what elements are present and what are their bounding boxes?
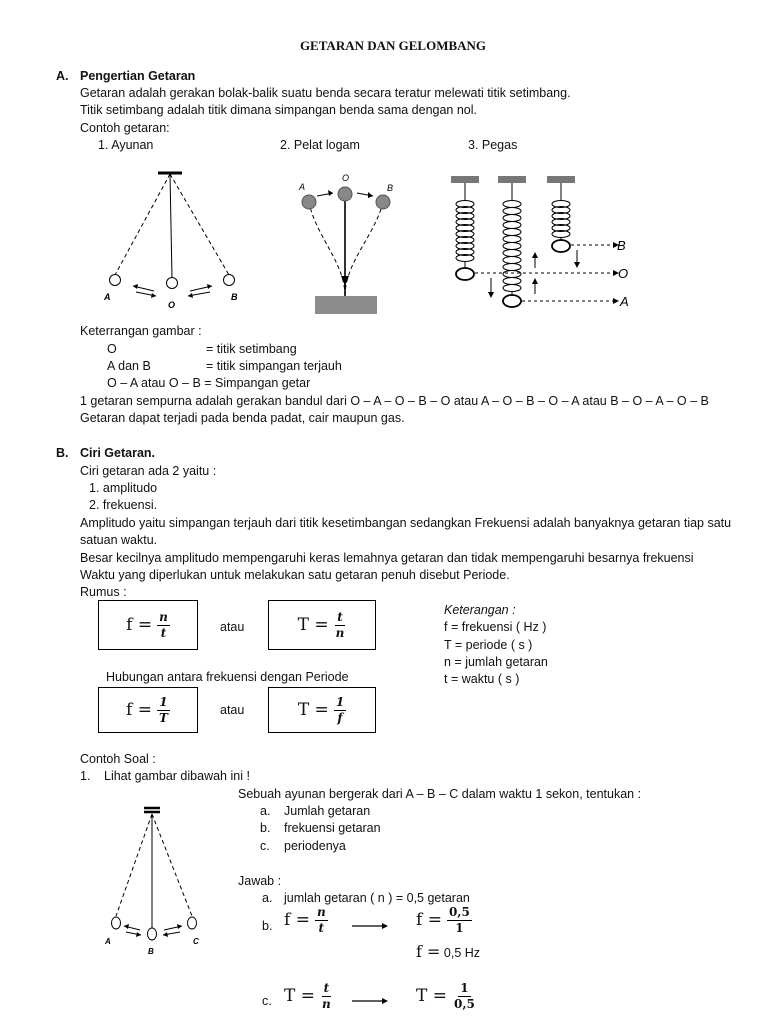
example-label-a: A xyxy=(105,937,111,946)
arrow-right-icon xyxy=(352,922,388,930)
vibration-media-text: Getaran dapat terjadi pada benda padat, cair maupun gas. xyxy=(80,411,405,425)
legend-term-ab: A dan B xyxy=(107,359,151,373)
formula-denominator: 0,5 xyxy=(454,997,475,1011)
formula-lhs: f = xyxy=(416,910,442,930)
example-label-b: B xyxy=(148,947,154,956)
question-statement: Sebuah ayunan bergerak dari A – B – C dalam waktu 1 sekon, tentukan : xyxy=(238,787,642,801)
formula-box-frequency xyxy=(98,600,198,650)
section-b-para2: Besar kecilnya amplitudo mempengaruhi keras lemahnya getaran dan tidak mempengaruhi besarnya frekuensi xyxy=(80,551,694,565)
formula-numerator: n xyxy=(159,609,168,624)
ask-letter-b: b. xyxy=(260,821,271,835)
answer-b-formula xyxy=(284,906,328,935)
formula-lhs: f = xyxy=(284,910,310,930)
rumus-label: Rumus : xyxy=(80,585,127,599)
spring-figure xyxy=(445,170,640,315)
keterangan-f: f = frekuensi ( Hz ) xyxy=(444,620,547,634)
formula-box-period-reciprocal xyxy=(268,687,376,733)
section-a-heading: Pengertian Getaran xyxy=(80,69,196,83)
answer-b-result xyxy=(416,944,480,961)
formula-denominator: n xyxy=(322,997,331,1011)
example-ayunan: 1. Ayunan xyxy=(98,138,154,152)
formula-lhs: T = xyxy=(297,615,329,635)
arrow-right-icon xyxy=(352,997,388,1005)
item-amplitudo: 1. amplitudo xyxy=(89,481,158,495)
example-pelat-logam: 2. Pelat logam xyxy=(280,138,360,152)
spring-label-b: B xyxy=(617,238,626,253)
formula-lhs: T = xyxy=(416,986,447,1006)
formula-numerator: 1 xyxy=(335,694,345,709)
result-lhs: f = xyxy=(416,942,441,961)
example-label: Contoh Soal : xyxy=(80,752,156,766)
ask-letter-a: a. xyxy=(260,804,271,818)
formula-numerator: 0,5 xyxy=(448,905,470,919)
answer-c-formula xyxy=(284,982,333,1011)
pendulum-label-b: B xyxy=(231,292,238,302)
formula-box-period xyxy=(268,600,376,650)
answer-letter-c: c. xyxy=(262,994,272,1008)
legend-desc-ab: = titik simpangan terjauh xyxy=(206,359,342,373)
full-vibration-text: 1 getaran sempurna adalah gerakan bandul dari O – A – O – B – O atau A – O – B – O – A atau B – O – A – O – B xyxy=(80,394,709,408)
formula-denominator: T xyxy=(159,710,168,725)
relation-label: Hubungan antara frekuensi dengan Periode xyxy=(106,670,349,684)
formula-numerator: t xyxy=(337,609,343,624)
section-b-para1-line1: Amplitudo yaitu simpangan terjauh dari titik kesetimbangan sedangkan Frekuensi adalah banyaknya getaran tiap satu xyxy=(80,516,732,530)
keterangan-title: Keterangan : xyxy=(444,603,516,617)
formula-denominator: 1 xyxy=(455,921,464,935)
question-text: Lihat gambar dibawah ini ! xyxy=(104,769,250,783)
section-a-para1: Getaran adalah gerakan bolak-balik suatu benda secara teratur melewati titik setimbang. xyxy=(80,86,571,100)
legend-term-o: O xyxy=(107,342,117,356)
formula-lhs: f = xyxy=(126,615,153,635)
formula-numerator: n xyxy=(316,905,326,919)
legend-row-simpangan: O – A atau O – B = Simpangan getar xyxy=(107,376,311,390)
section-a-para2: Titik setimbang adalah titik dimana simpangan benda sama dengan nol. xyxy=(80,103,478,117)
atau-label: atau xyxy=(220,620,245,634)
formula-lhs: T = xyxy=(297,700,329,720)
formula-lhs: f = xyxy=(126,700,152,720)
formula-denominator: f xyxy=(337,710,343,725)
formula-denominator: n xyxy=(335,625,345,640)
section-b-heading: Ciri Getaran. xyxy=(80,446,156,460)
spring-label-o: O xyxy=(618,266,629,281)
formula-numerator: t xyxy=(323,981,330,995)
formula-denominator: t xyxy=(318,921,325,935)
ask-letter-c: c. xyxy=(260,839,270,853)
keterangan-n: n = jumlah getaran xyxy=(444,655,548,669)
answer-letter-a: a. xyxy=(262,891,273,905)
keterangan-t-period: T = periode ( s ) xyxy=(444,638,533,652)
formula-numerator: 1 xyxy=(159,694,168,709)
formula-box-frequency-reciprocal xyxy=(98,687,198,733)
metal-plate-figure xyxy=(295,168,405,318)
formula-denominator: t xyxy=(160,625,167,640)
atau-label: atau xyxy=(220,703,245,717)
plate-label-b: B xyxy=(387,183,394,193)
section-b-para3: Waktu yang diperlukan untuk melakukan satu getaran penuh disebut Periode. xyxy=(80,568,510,582)
example-label-c: C xyxy=(193,937,199,946)
ask-jumlah-getaran: Jumlah getaran xyxy=(284,804,371,818)
legend-title: Keterrangan gambar : xyxy=(80,324,202,338)
section-b-letter: B. xyxy=(56,446,69,460)
ask-periode: periodenya xyxy=(284,839,346,853)
pendulum-figure xyxy=(100,168,250,318)
legend-desc-o: = titik setimbang xyxy=(206,342,297,356)
item-frekuensi: 2. frekuensi. xyxy=(89,498,158,512)
formula-lhs: T = xyxy=(284,986,315,1006)
ask-frekuensi-getaran: frekuensi getaran xyxy=(284,821,381,835)
result-value: 0,5 Hz xyxy=(443,946,481,960)
section-b-intro: Ciri getaran ada 2 yaitu : xyxy=(80,464,217,478)
section-a-letter: A. xyxy=(56,69,69,83)
plate-label-a: A xyxy=(299,182,306,192)
answer-b-substitution xyxy=(416,906,472,935)
page-title: GETARAN DAN GELOMBANG xyxy=(299,38,487,53)
pendulum-label-o: O xyxy=(168,300,176,310)
examples-label: Contoh getaran: xyxy=(80,121,170,135)
jawab-label: Jawab : xyxy=(238,874,282,888)
pendulum-label-a: A xyxy=(104,292,111,302)
answer-c-substitution xyxy=(416,982,477,1011)
question-number: 1. xyxy=(80,769,91,783)
plate-label-o: O xyxy=(342,173,350,183)
spring-label-a: A xyxy=(620,294,629,309)
answer-letter-b: b. xyxy=(262,919,273,933)
section-b-para1-line2: satuan waktu. xyxy=(80,533,158,547)
example-pendulum-figure xyxy=(104,804,204,959)
formula-numerator: 1 xyxy=(460,981,469,995)
example-pegas: 3. Pegas xyxy=(468,138,518,152)
answer-a: jumlah getaran ( n ) = 0,5 getaran xyxy=(284,891,470,905)
keterangan-t-time: t = waktu ( s ) xyxy=(444,672,520,686)
